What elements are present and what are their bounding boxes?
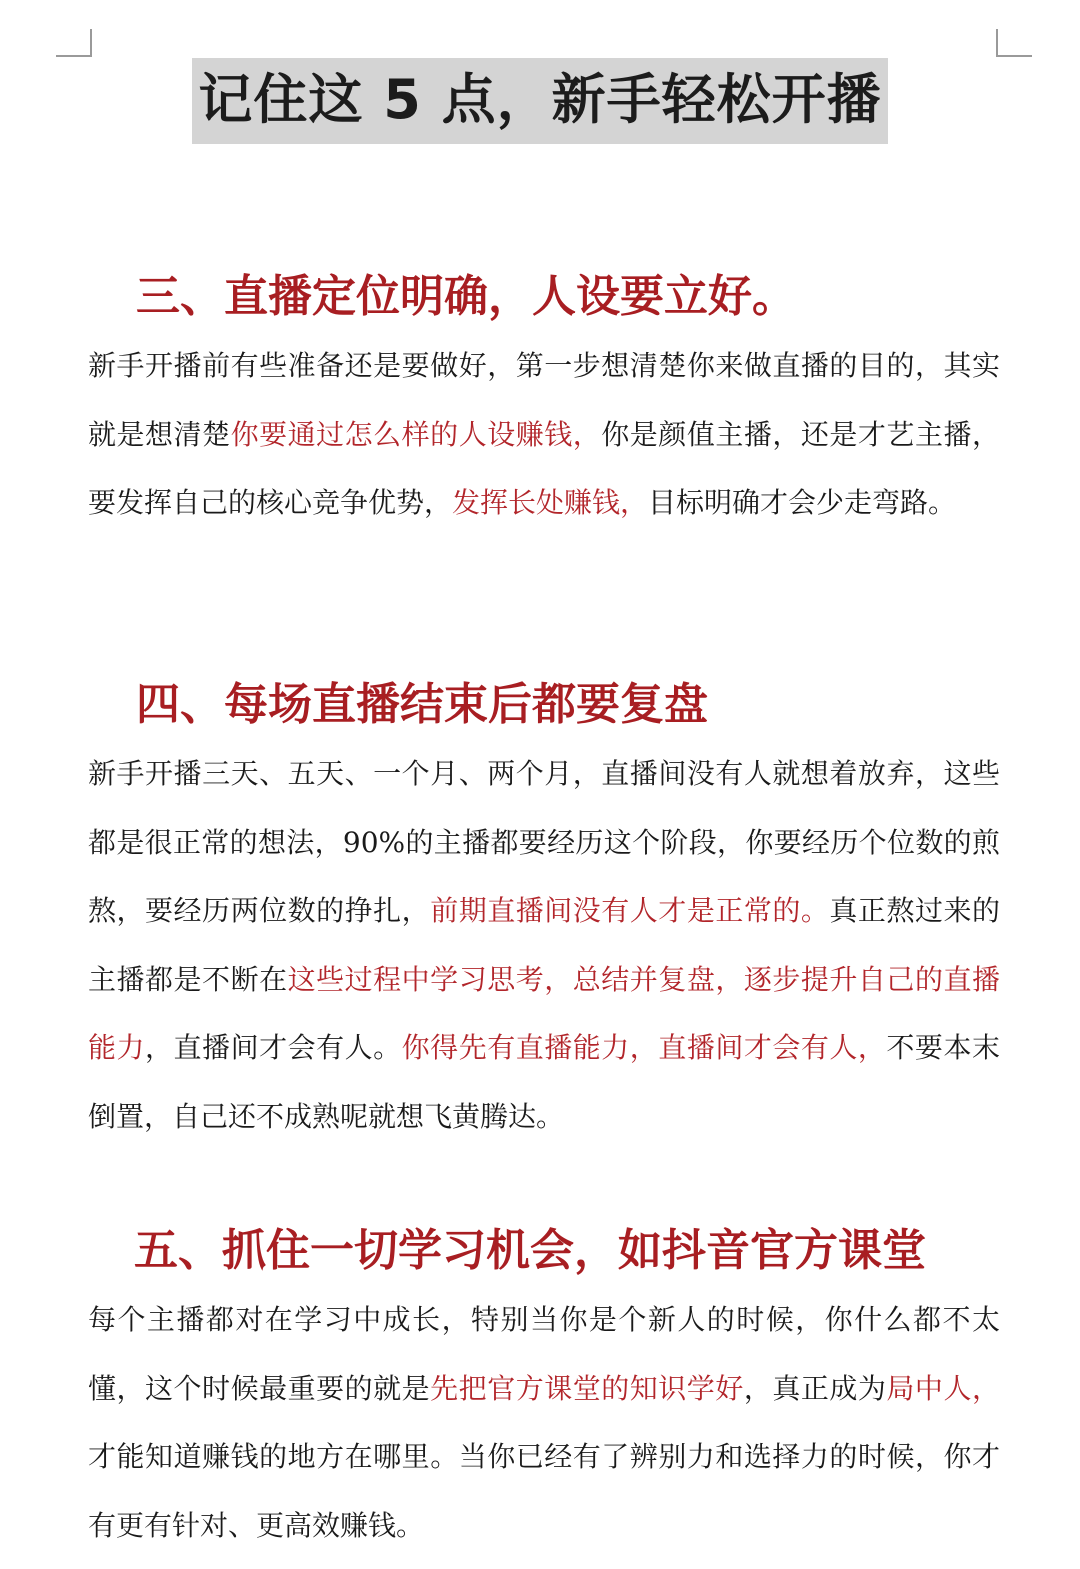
document-title: 记住这 5 点，新手轻松开播 [192, 58, 887, 144]
section-paragraph [88, 740, 1000, 1151]
paragraph-text: 不要本末倒置，自己还不成熟呢就想飞黄腾达。 [88, 1031, 1000, 1133]
paragraph-text: ，直播间才会有人。 [145, 1031, 402, 1064]
highlighted-text: 你得先有直播能力，直播间才会有人， [401, 1031, 887, 1064]
highlighted-text: 你要通过怎么样的人设赚钱， [230, 417, 602, 451]
page-corner-mark-top-left [56, 29, 92, 57]
section-heading: 四、每场直播结束后都要复盘 [136, 679, 708, 730]
highlighted-text: 这些过程中学习思考，总结并复盘，逐步提升自己的直播能力 [88, 962, 1000, 1064]
title-container [0, 58, 1080, 144]
paragraph-text: 新手开播前有些准备还是要做好，第一步想清楚你来做直播的目的，其实就是想清楚 [88, 349, 1000, 451]
section-four [88, 674, 1000, 1151]
paragraph-text: ，真正成为 [743, 1371, 887, 1405]
page-corner-mark-top-right [996, 29, 1032, 57]
highlighted-text: 前期直播间没有人才是正常的。 [430, 894, 830, 927]
paragraph-text: 每个主播都对在学习中成长，特别当你是个新人的时候，你什么都不太懂，这个时候最重要的就是 [88, 1303, 1000, 1405]
highlighted-text: 先把官方课堂的知识学好 [430, 1371, 744, 1405]
section-heading: 五、抓住一切学习机会，如抖音官方课堂 [134, 1225, 926, 1276]
section-three [88, 266, 1000, 538]
section-five [88, 1220, 1000, 1560]
paragraph-text: 你是颜值主播，还是才艺主播，要发挥自己的核心竞争优势， [88, 417, 1000, 519]
section-paragraph [88, 332, 1000, 538]
section-paragraph [88, 1286, 1000, 1560]
paragraph-text: 才能知道赚钱的地方在哪里。当你已经有了辨别力和选择力的时候，你才有更有针对、更高效赚钱。 [88, 1440, 1000, 1542]
highlighted-text: 发挥长处赚钱， [452, 486, 649, 519]
section-heading: 三、直播定位明确，人设要立好。 [136, 271, 796, 322]
paragraph-text: 真正熬过来的主播都是不断在 [88, 894, 1000, 996]
highlighted-text: 局中人， [886, 1371, 1000, 1405]
paragraph-text: 新手开播三天、五天、一个月、两个月，直播间没有人就想着放弃，这些都是很正常的想法，90%的主播都要经历这个阶段，你要经历个位数的煎熬，要经历两位数的挣扎， [88, 757, 1000, 927]
paragraph-text: 目标明确才会少走弯路。 [648, 486, 957, 519]
